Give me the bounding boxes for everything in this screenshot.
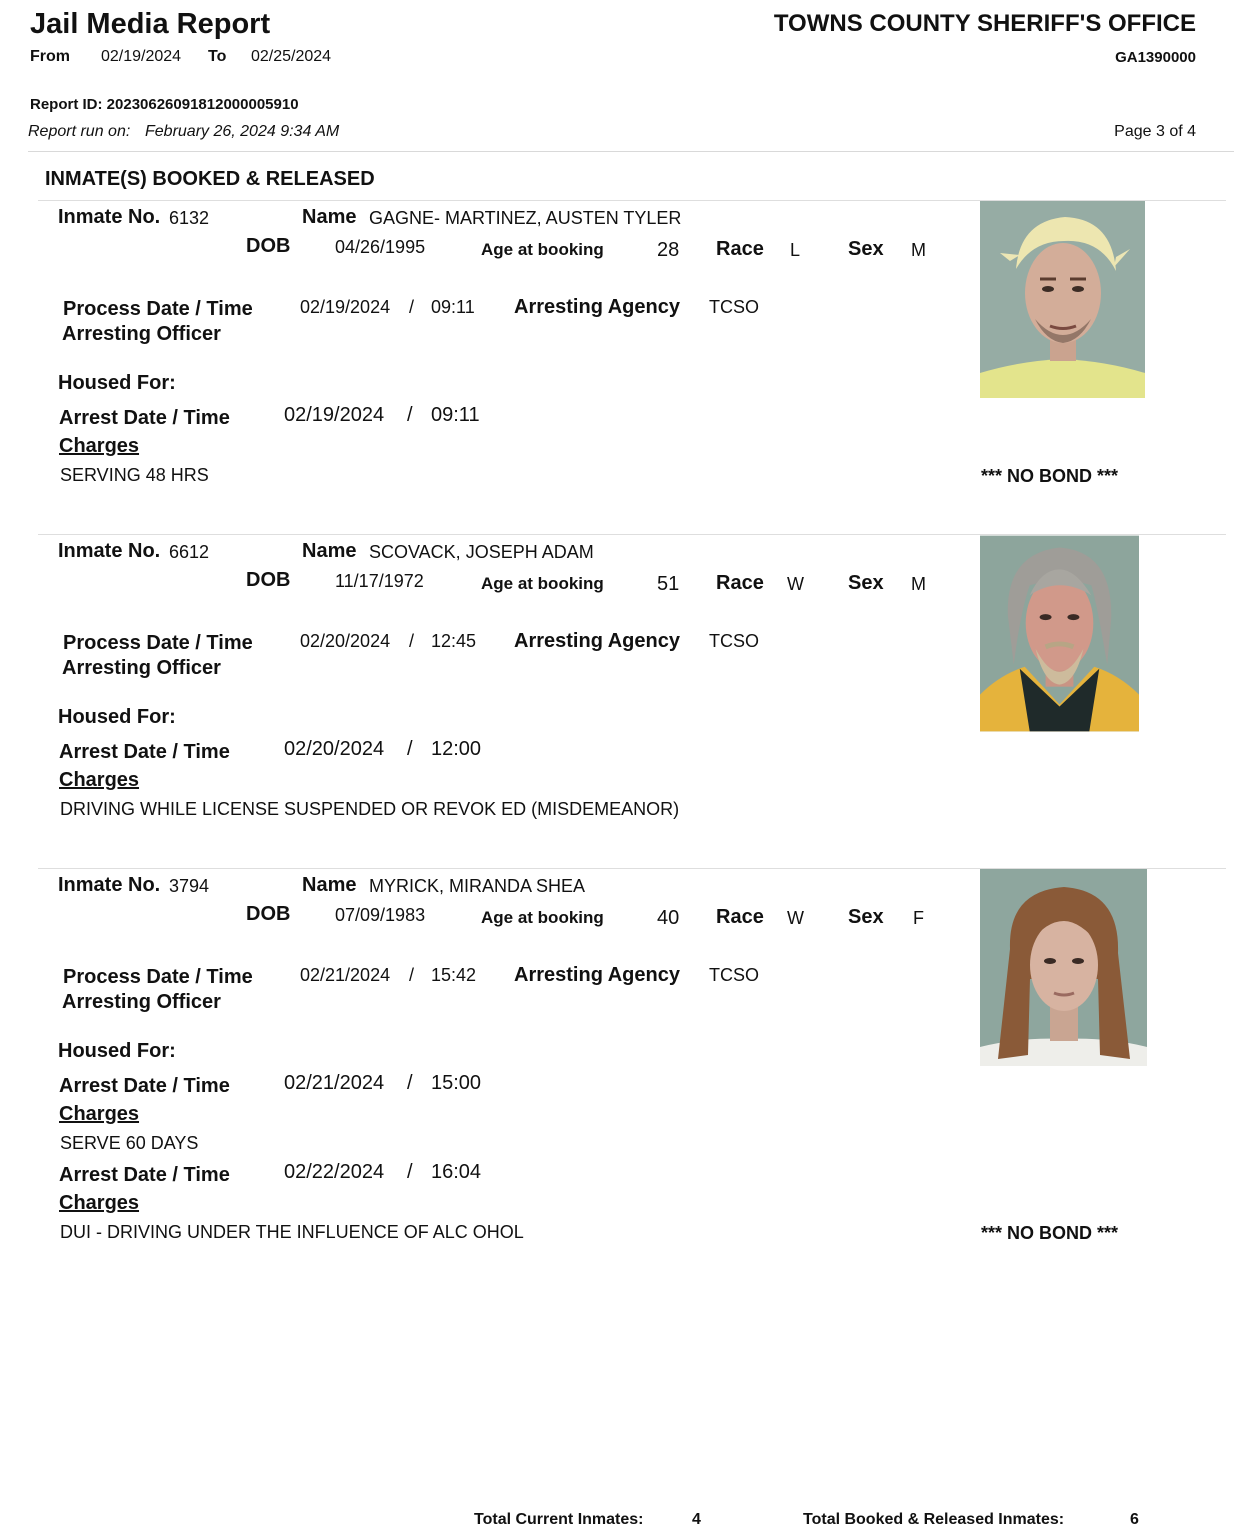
page-number: Page 3 of 4 <box>1114 123 1196 140</box>
inmate-name: GAGNE- MARTINEZ, AUSTEN TYLER <box>369 208 682 228</box>
name-label: Name <box>302 540 357 562</box>
dob-label: DOB <box>246 569 291 591</box>
to-date: 02/25/2024 <box>251 48 332 65</box>
age-value: 40 <box>657 907 680 929</box>
sex-value: M <box>911 240 926 260</box>
inmate-number: 3794 <box>169 876 210 896</box>
process-slash: / <box>409 965 415 985</box>
arrest-slash: / <box>407 1161 413 1183</box>
total-booked-label: Total Booked & Released Inmates: <box>803 1511 1065 1528</box>
from-date: 02/19/2024 <box>101 48 182 65</box>
agency-value: TCSO <box>709 297 760 317</box>
process-date: 02/19/2024 <box>300 297 391 317</box>
agency-ori: GA1390000 <box>1115 49 1196 66</box>
arrest-time: 16:04 <box>431 1161 482 1183</box>
race-label: Race <box>716 906 764 928</box>
inmate-name: SCOVACK, JOSEPH ADAM <box>369 542 594 562</box>
total-current-label: Total Current Inmates: <box>474 1511 644 1528</box>
arrest-date: 02/20/2024 <box>284 738 385 760</box>
officer-label: Arresting Officer <box>62 991 221 1013</box>
arrest-date: 02/19/2024 <box>284 404 385 426</box>
arrest-date: 02/21/2024 <box>284 1072 385 1094</box>
process-slash: / <box>409 297 415 317</box>
race-label: Race <box>716 572 764 594</box>
dob-value: 11/17/1972 <box>335 571 424 591</box>
arrest-time: 15:00 <box>431 1072 482 1094</box>
agency-value: TCSO <box>709 965 760 985</box>
charge-text: DUI - DRIVING UNDER THE INFLUENCE OF ALC OHOL <box>60 1222 524 1242</box>
charges-label: Charges <box>59 769 140 791</box>
officer-label: Arresting Officer <box>62 657 221 679</box>
process-slash: / <box>409 631 415 651</box>
agency-name: TOWNS COUNTY SHERIFF'S OFFICE <box>773 10 1196 37</box>
name-label: Name <box>302 874 357 896</box>
agency-value: TCSO <box>709 631 760 651</box>
booking-photo <box>980 869 1147 1066</box>
inmate-number: 6132 <box>169 208 210 228</box>
housed-for-label: Housed For: <box>58 372 176 394</box>
charges-label: Charges <box>59 1103 140 1125</box>
age-label: Age at booking <box>481 908 604 927</box>
arrest-label: Arrest Date / Time <box>59 1075 230 1097</box>
sex-label: Sex <box>848 906 884 928</box>
arrest-label: Arrest Date / Time <box>59 741 230 763</box>
inmate-name: MYRICK, MIRANDA SHEA <box>369 876 586 896</box>
agency-label: Arresting Agency <box>514 964 680 986</box>
section-title: INMATE(S) BOOKED & RELEASED <box>45 168 375 190</box>
race-value: W <box>787 908 804 928</box>
process-time: 12:45 <box>431 631 477 651</box>
sex-label: Sex <box>848 238 884 260</box>
sex-value: M <box>911 574 926 594</box>
process-date: 02/20/2024 <box>300 631 391 651</box>
race-value: W <box>787 574 804 594</box>
age-value: 28 <box>657 239 680 261</box>
bond-status: *** NO BOND *** <box>981 466 1119 486</box>
dob-value: 07/09/1983 <box>335 905 426 925</box>
sex-value: F <box>913 908 924 928</box>
charges-label: Charges <box>59 435 140 457</box>
race-label: Race <box>716 238 764 260</box>
inmate-record <box>0 868 1236 1268</box>
process-label: Process Date / Time <box>63 632 253 654</box>
report-title: Jail Media Report <box>30 8 271 40</box>
name-label: Name <box>302 206 357 228</box>
report-run-label: Report run on: <box>28 123 131 140</box>
arrest-slash: / <box>407 1072 413 1094</box>
inmate-no-label: Inmate No. <box>58 540 161 562</box>
age-label: Age at booking <box>481 240 604 259</box>
process-time: 15:42 <box>431 965 477 985</box>
report-run-value: February 26, 2024 9:34 AM <box>145 123 340 140</box>
arrest-label: Arrest Date / Time <box>59 1164 230 1186</box>
inmate-record <box>0 534 1236 864</box>
arrest-slash: / <box>407 404 413 426</box>
dob-label: DOB <box>246 235 291 257</box>
booking-photo <box>980 201 1145 398</box>
age-value: 51 <box>657 573 680 595</box>
charge-text: SERVING 48 HRS <box>60 465 209 485</box>
inmate-no-label: Inmate No. <box>58 206 161 228</box>
housed-for-label: Housed For: <box>58 1040 176 1062</box>
header-divider <box>28 151 1234 152</box>
sex-label: Sex <box>848 572 884 594</box>
inmate-no-label: Inmate No. <box>58 874 161 896</box>
to-label: To <box>208 48 227 65</box>
race-value: L <box>790 240 801 260</box>
agency-label: Arresting Agency <box>514 296 680 318</box>
bond-status: *** NO BOND *** <box>981 1223 1119 1243</box>
process-date: 02/21/2024 <box>300 965 391 985</box>
charge-text: DRIVING WHILE LICENSE SUSPENDED OR REVOK ED (MISDEMEANOR) <box>60 799 680 819</box>
inmate-record <box>0 200 1236 530</box>
charges-label: Charges <box>59 1192 140 1214</box>
process-time: 09:11 <box>431 297 475 317</box>
total-booked-value: 6 <box>1130 1511 1139 1528</box>
dob-label: DOB <box>246 903 291 925</box>
arrest-slash: / <box>407 738 413 760</box>
arrest-label: Arrest Date / Time <box>59 407 230 429</box>
process-label: Process Date / Time <box>63 298 253 320</box>
agency-label: Arresting Agency <box>514 630 680 652</box>
officer-label: Arresting Officer <box>62 323 221 345</box>
charge-text: SERVE 60 DAYS <box>60 1133 199 1153</box>
housed-for-label: Housed For: <box>58 706 176 728</box>
booking-photo <box>980 535 1139 732</box>
dob-value: 04/26/1995 <box>335 237 426 257</box>
from-label: From <box>30 48 70 65</box>
age-label: Age at booking <box>481 574 604 593</box>
inmate-number: 6612 <box>169 542 210 562</box>
process-label: Process Date / Time <box>63 966 253 988</box>
total-current-value: 4 <box>692 1511 701 1528</box>
arrest-time: 12:00 <box>431 738 482 760</box>
arrest-time: 09:11 <box>431 404 480 426</box>
report-id: Report ID: 20230626091812000005910 <box>30 96 299 113</box>
arrest-date: 02/22/2024 <box>284 1161 385 1183</box>
